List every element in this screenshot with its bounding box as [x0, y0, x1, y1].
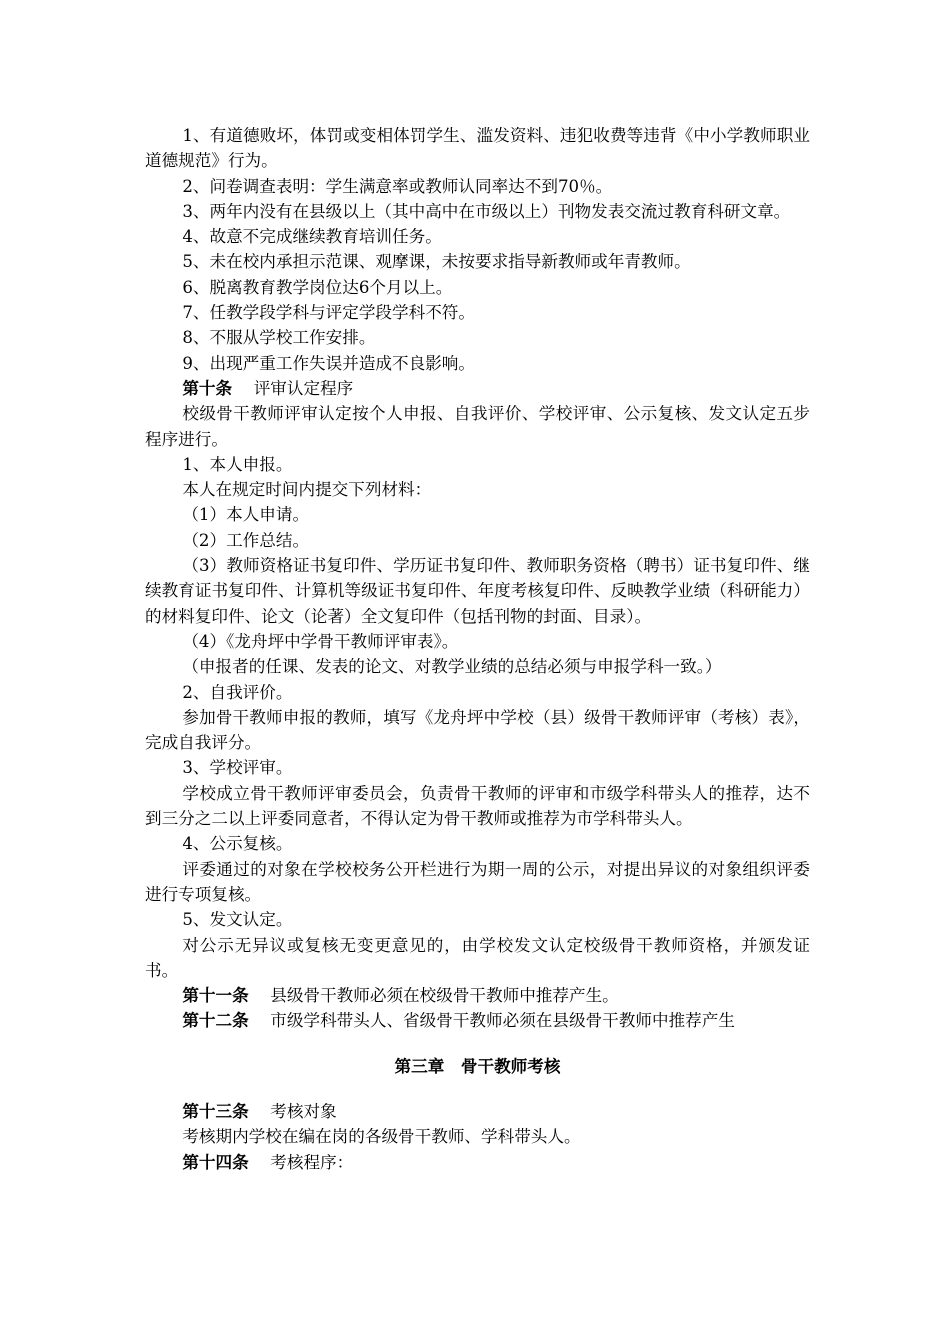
step-3-text: 学校成立骨干教师评审委员会，负责骨干教师的评审和市级学科带头人的推荐，达不到三分之二以上评委同意者，不得认定为骨干教师或推荐为市学科带头人。 [145, 783, 810, 829]
article-13-title: 考核对象 [270, 1101, 337, 1121]
article-13-heading [145, 1099, 810, 1124]
list-item-3: 3、两年内没有在县级以上（其中高中在市级以上）刊物发表交流过教育科研文章。 [182, 201, 791, 221]
article-11 [145, 983, 810, 1008]
list-item-6: 6、脱离教育教学岗位达6个月以上。 [182, 277, 453, 297]
article-10-title: 评审认定程序 [253, 378, 354, 398]
document-body [145, 123, 810, 1175]
list-item-7: 7、任教学段学科与评定学段学科不符。 [182, 303, 475, 323]
article-14-heading [145, 1150, 810, 1175]
article-13-text: 考核期内学校在编在岗的各级骨干教师、学科带头人。 [182, 1127, 581, 1147]
step-2-heading: 2、自我评价。 [182, 682, 293, 702]
chapter-title: 骨干教师考核 [460, 1055, 561, 1076]
step-3-heading: 3、学校评审。 [182, 758, 293, 778]
material-note: （申报者的任课、发表的论文、对教学业绩的总结必须与申报学科一致。） [182, 657, 722, 677]
list-item-1: 1、有道德败坏，体罚或变相体罚学生、滥发资料、违犯收费等违背《中小学教师职业道德规范》行为。 [145, 126, 810, 171]
step-4-text: 评委通过的对象在学校校务公开栏进行为期一周的公示，对提出异议的对象组织评委进行专项复核。 [145, 859, 810, 904]
material-1: （1）本人申请。 [182, 505, 310, 525]
article-10-label: 第十条 [182, 377, 233, 398]
step-4-heading: 4、公示复核。 [182, 834, 293, 854]
article-10-heading [145, 376, 810, 401]
article-12 [145, 1008, 810, 1033]
material-3: （3）教师资格证书复印件、学历证书复印件、教师职务资格（聘书）证书复印件、继续教育证书复印件、计算机等级证书复印件、年度考核复印件、反映教学业绩（科研能力）的材料复印件、论文（论著）全文复印件（包括刊物的封面、目录）。 [145, 556, 810, 626]
list-item-5: 5、未在校内承担示范课、观摩课，未按要求指导新教师或年青教师。 [182, 252, 691, 272]
list-item-9: 9、出现严重工作失误并造成不良影响。 [182, 353, 475, 373]
article-11-text: 县级骨干教师必须在校级骨干教师中推荐产生。 [270, 986, 619, 1006]
article-11-label: 第十一条 [182, 985, 249, 1006]
step-2-text: 参加骨干教师申报的教师，填写《龙舟坪中学校（县）级骨干教师评审（考核）表》，完成自我评分。 [145, 707, 810, 753]
step-1-heading: 1、本人申报。 [182, 454, 293, 474]
list-item-8: 8、不服从学校工作安排。 [182, 328, 376, 348]
material-4: （4）《龙舟坪中学骨干教师评审表》。 [182, 631, 459, 651]
article-14-title: 考核程序： [270, 1152, 354, 1172]
list-item-2: 2、问卷调查表明：学生满意率或教师认同率达不到70％。 [182, 176, 613, 196]
material-2: （2）工作总结。 [182, 530, 310, 550]
chapter-heading [145, 1034, 810, 1099]
article-14-label: 第十四条 [182, 1151, 249, 1172]
step-1-text: 本人在规定时间内提交下列材料： [182, 480, 432, 500]
list-item-4: 4、故意不完成继续教育培训任务。 [182, 227, 442, 247]
article-12-label: 第十二条 [182, 1010, 249, 1031]
article-13-label: 第十三条 [182, 1100, 249, 1121]
step-5-heading: 5、发文认定。 [182, 910, 293, 930]
chapter-label: 第三章 [394, 1055, 445, 1076]
article-12-text: 市级学科带头人、省级骨干教师必须在县级骨干教师中推荐产生 [270, 1011, 735, 1031]
procedure-intro: 校级骨干教师评审认定按个人申报、自我评价、学校评审、公示复核、发文认定五步程序进行。 [145, 404, 810, 449]
step-5-text: 对公示无异议或复核无变更意见的，由学校发文认定校级骨干教师资格，并颁发证书。 [145, 935, 810, 980]
